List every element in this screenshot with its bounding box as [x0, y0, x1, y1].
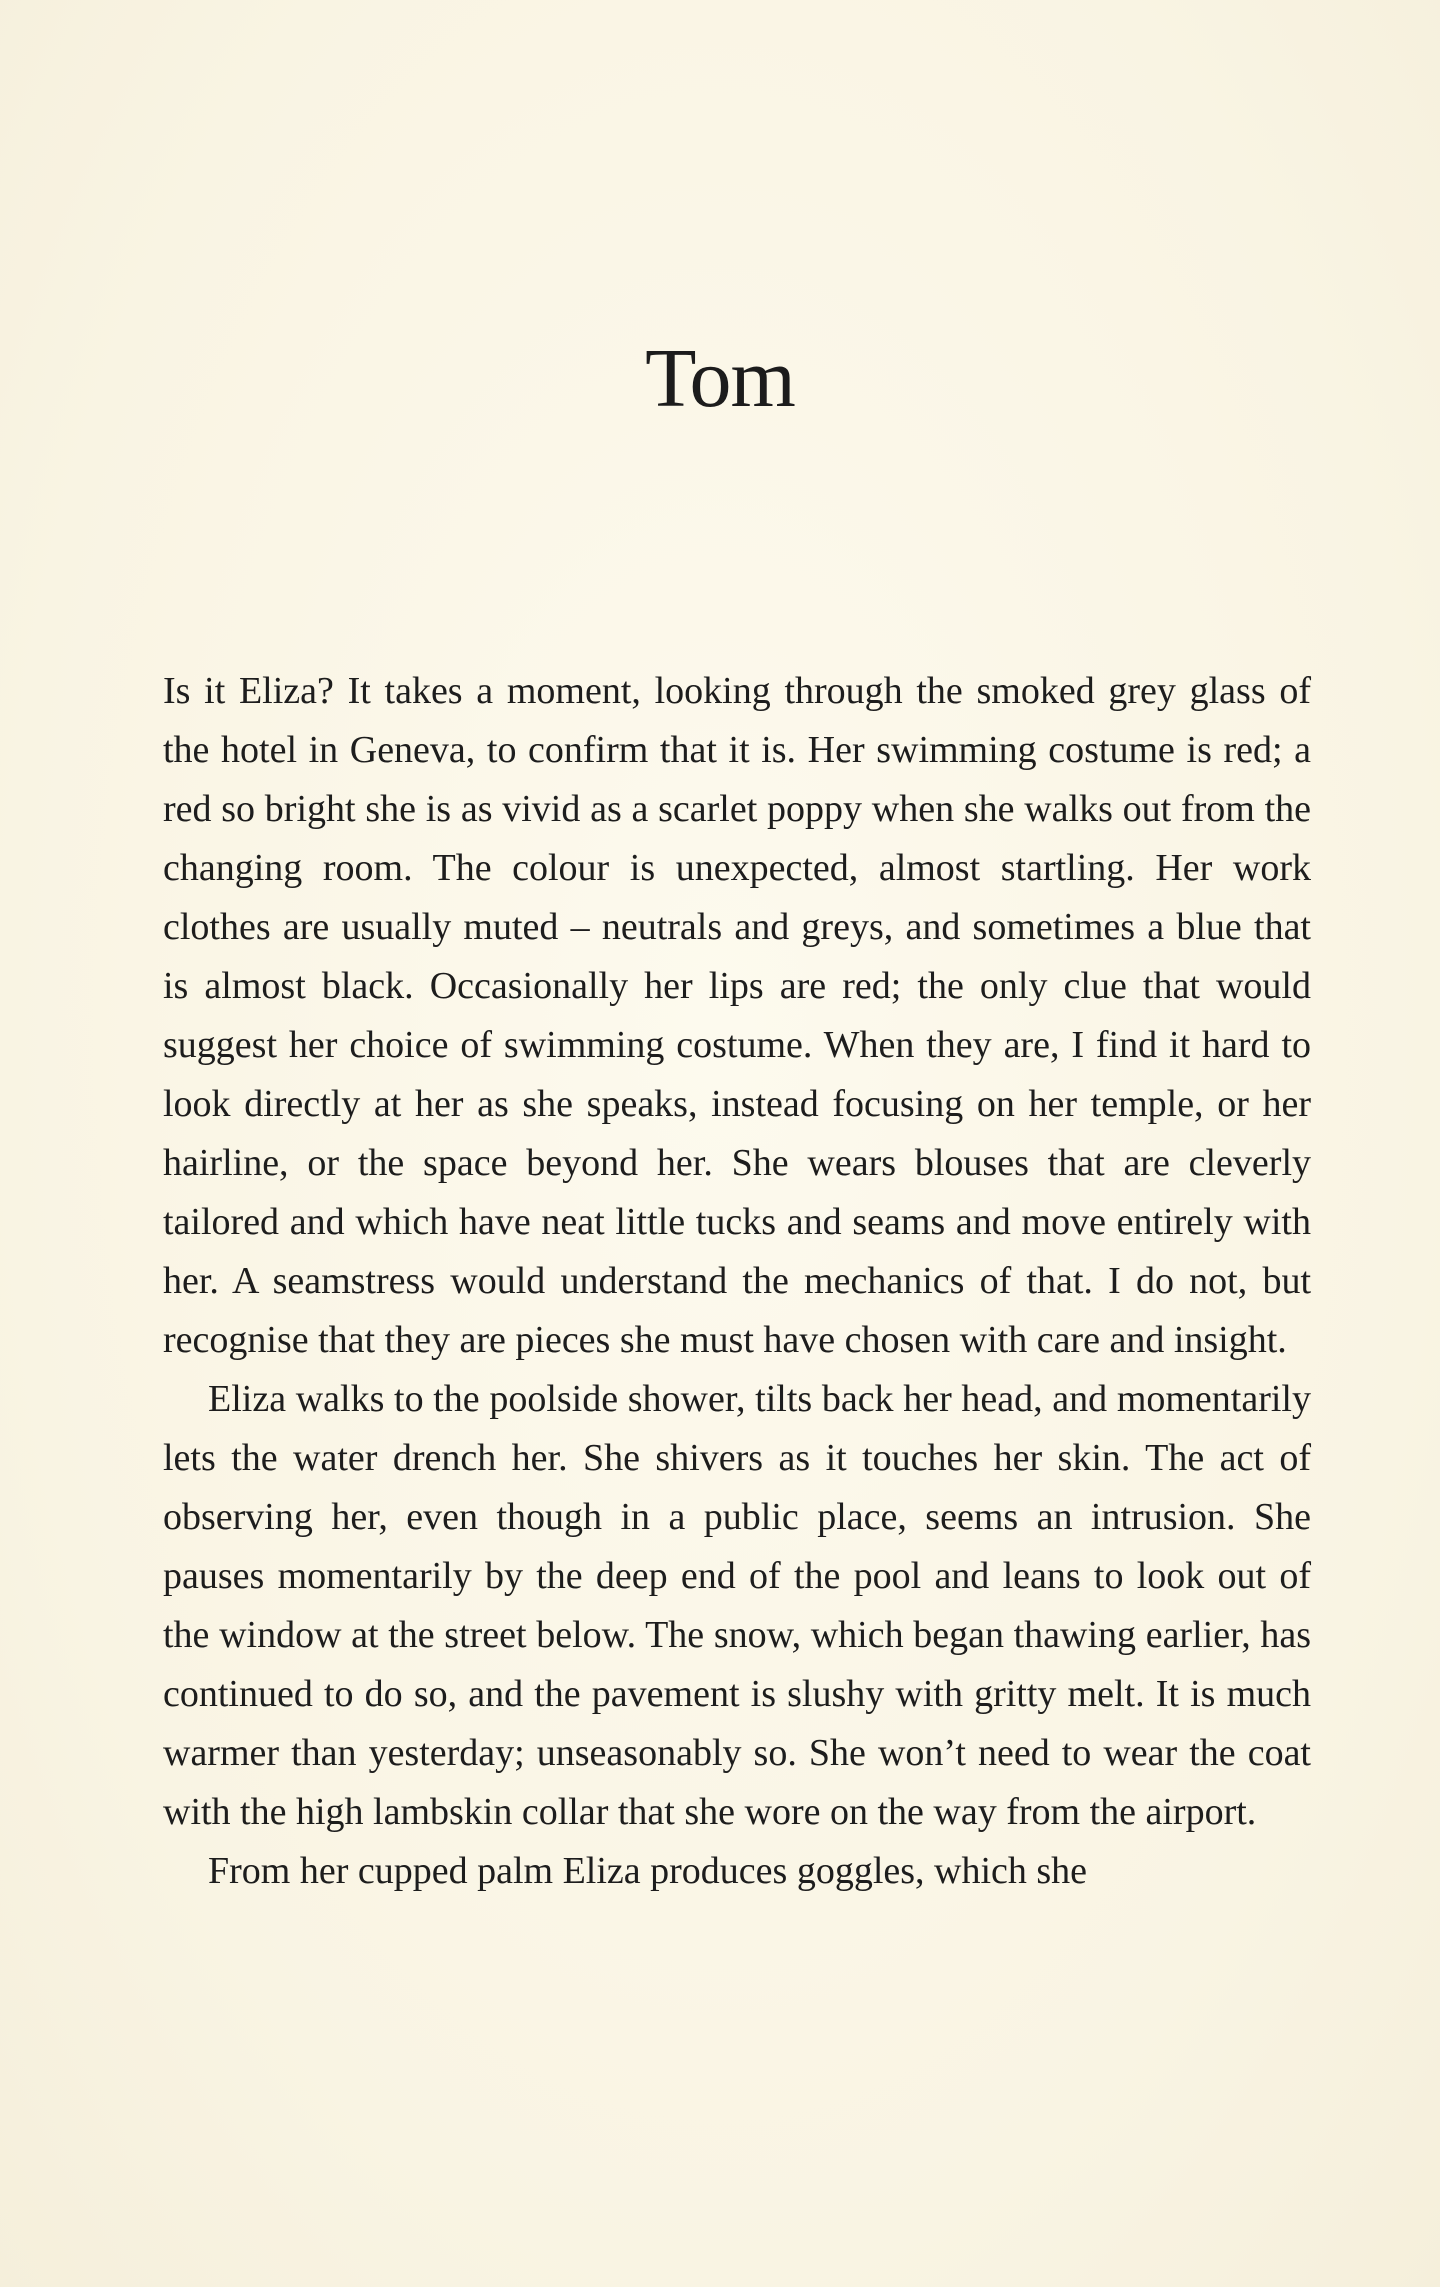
paragraph: From her cupped palm Eliza produces goggles, which she [208, 1850, 1088, 1892]
paragraph: Is it Eliza? It takes a moment, looking through the smoked grey glass of the hotel in Geneva, to confirm that it is. Her swimming costume is red; a red so bright she is as vivid as a scarlet poppy when she walks out from the changing room. The colour is unexpected, almost startling. Her work clothes are usually muted – neutrals and greys, and sometimes a blue that is almost black. Occasionally her lips are red; the only clue that would suggest her choice of swimming costume. When they are, I find it hard to look directly at her as she speaks, instead focusing on her temple, or her hairline, or the space beyond her. She wears blouses that are cleverly tailored and which have neat little tucks and seams and move entirely with her. A seamstress would understand the mechanics of that. I do not, but recognise that they are pieces she must have chosen with care and insight. [163, 670, 1311, 1361]
chapter-body [163, 662, 1311, 1901]
paragraph: Eliza walks to the poolside shower, tilts back her head, and momentarily lets the water drench her. She shivers as it touches her skin. The act of observing her, even though in a public place, seems an intrusion. She pauses momentarily by the deep end of the pool and leans to look out of the window at the street below. The snow, which began thawing earlier, has continued to do so, and the pavement is slushy with gritty melt. It is much warmer than yesterday; unseasonably so. She won’t need to wear the coat with the high lambskin collar that she wore on the way from the airport. [163, 1378, 1311, 1833]
chapter-title: Tom [645, 332, 795, 425]
